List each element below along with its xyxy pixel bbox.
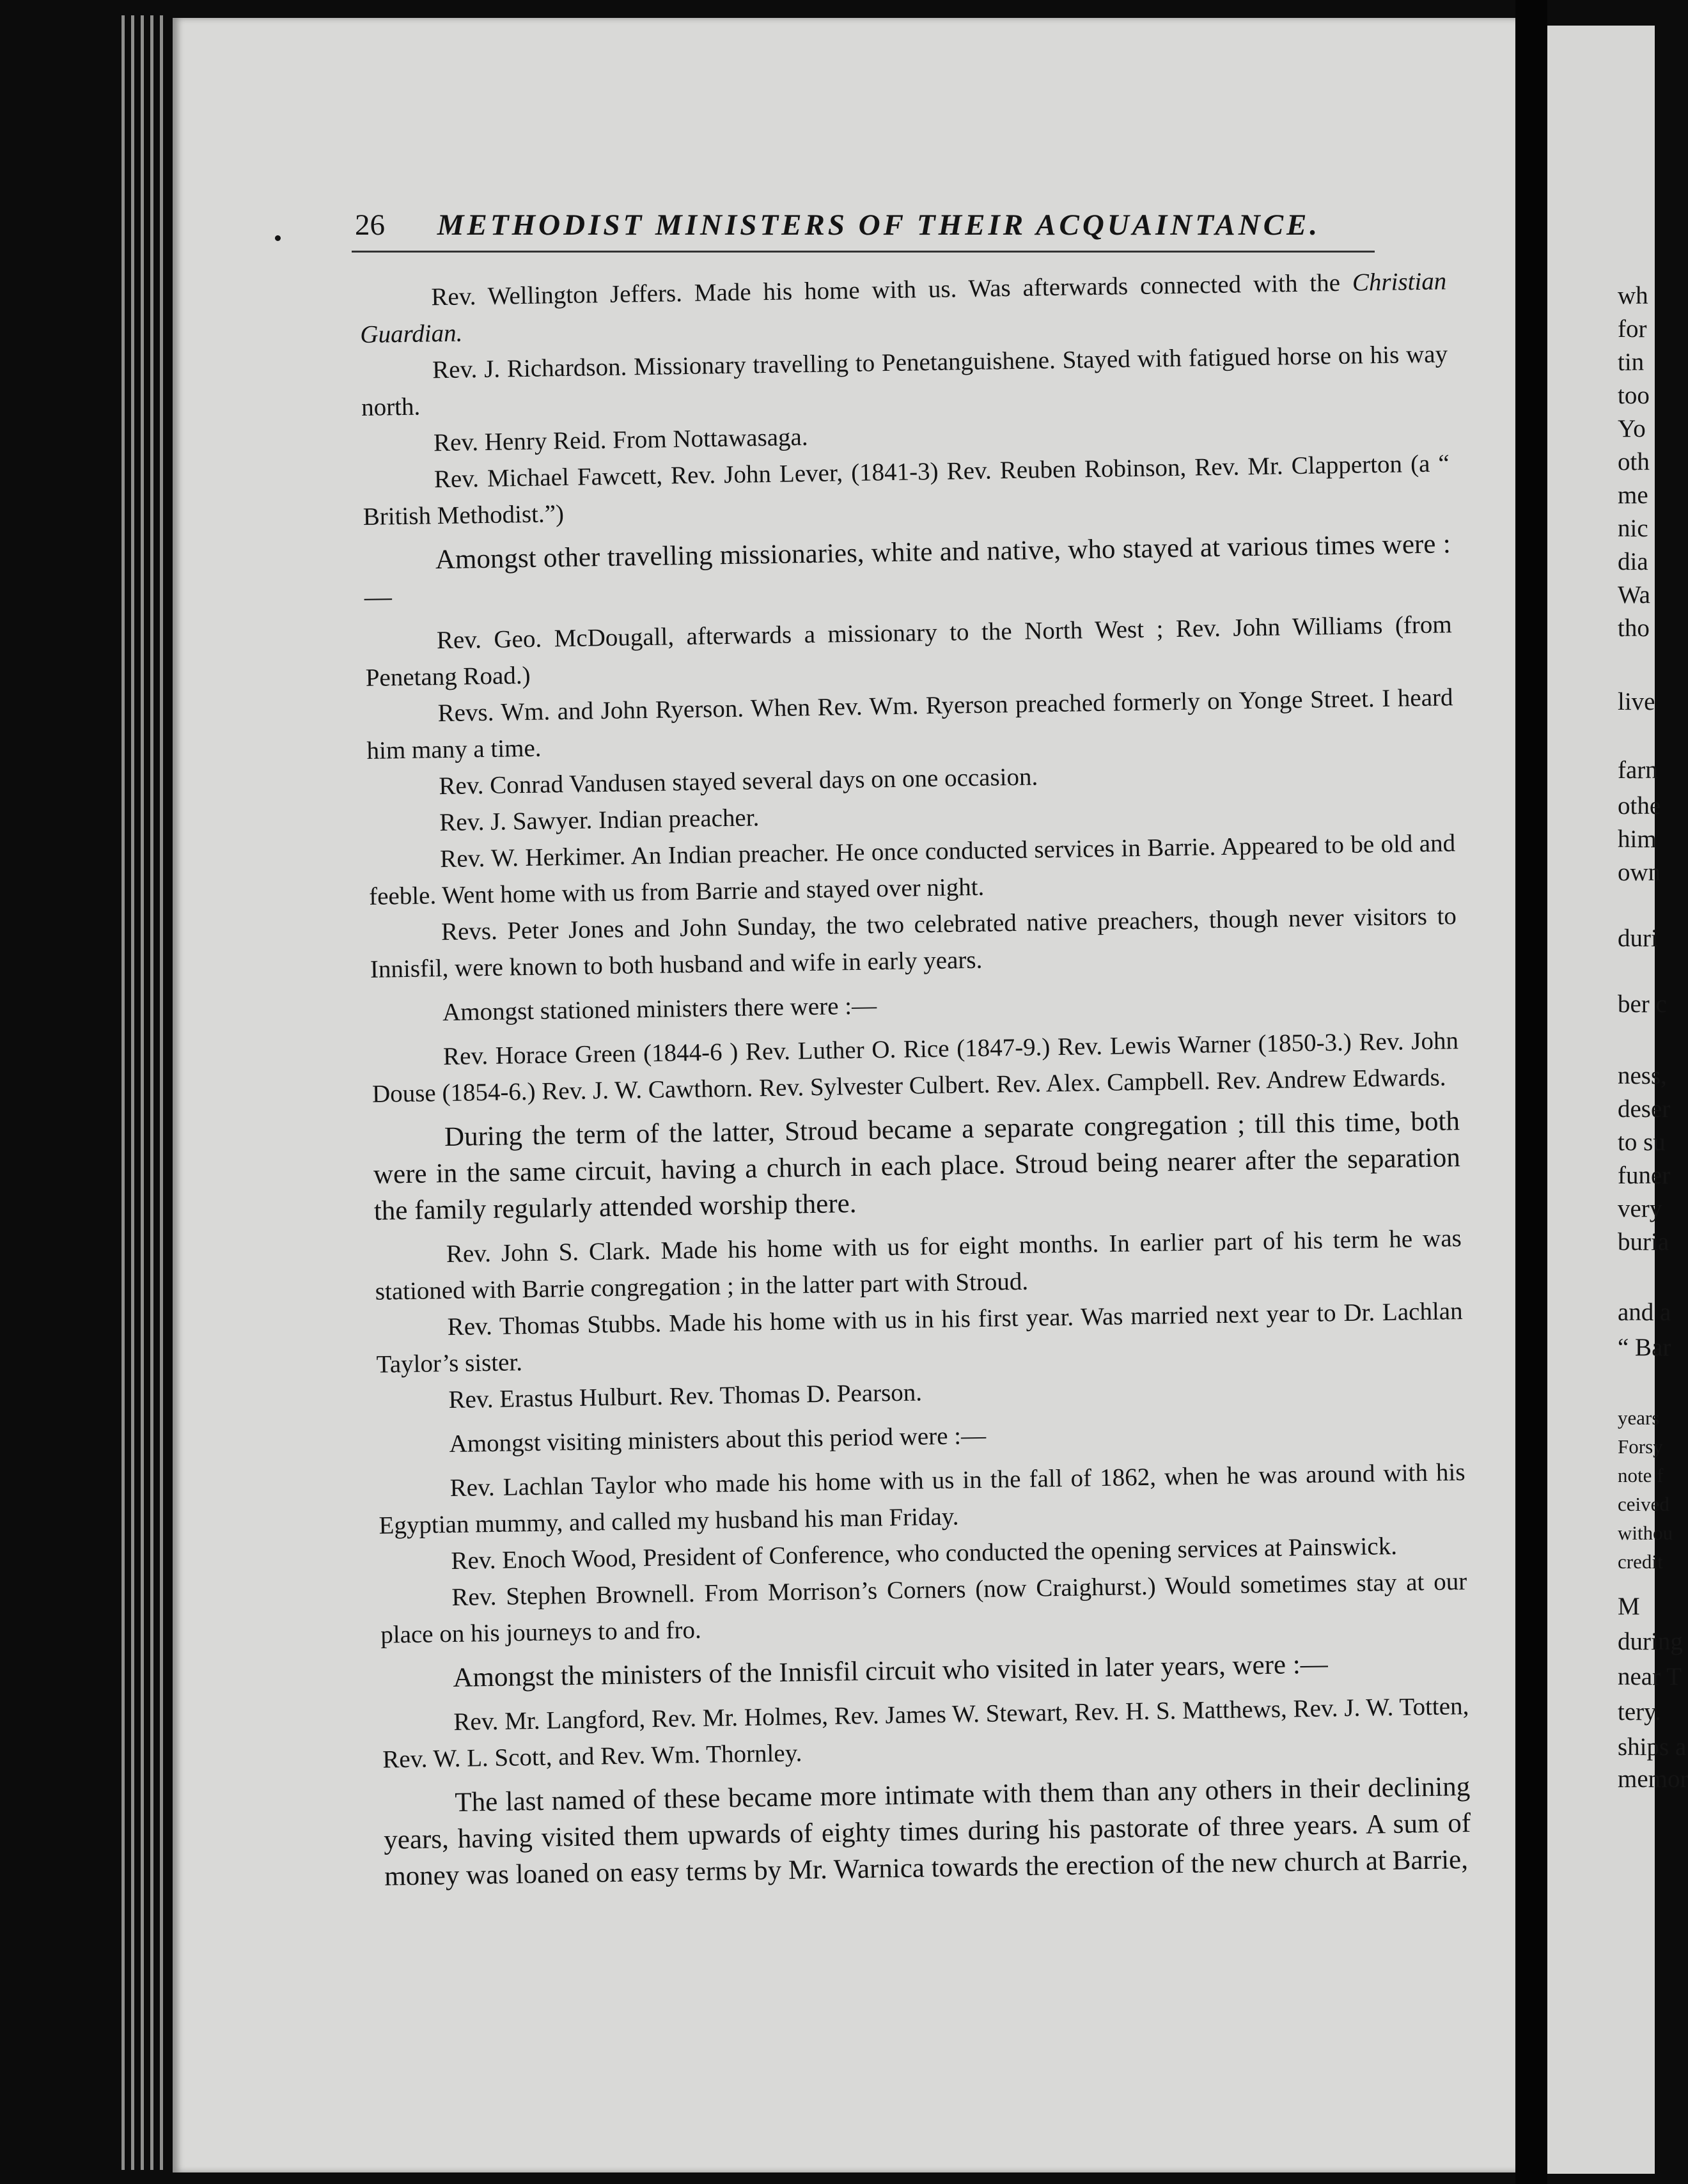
paragraph: Amongst stationed ministers there were :— bbox=[442, 992, 877, 1027]
facing-fragment: withou bbox=[1618, 1522, 1673, 1544]
facing-fragment: deser bbox=[1618, 1095, 1671, 1123]
page-edge bbox=[150, 15, 153, 2170]
facing-fragment: oth bbox=[1618, 448, 1650, 476]
facing-fragment: to su bbox=[1618, 1128, 1666, 1156]
facing-fragment: tho bbox=[1618, 614, 1650, 642]
facing-fragment: own bbox=[1618, 859, 1661, 886]
paragraph: The last named of these became more intimate with them than any others in their declining years, having visited them upwards of eighty times during his pastorate of three years. A sum of money was loaned on easy terms by Mr. Warnica towards the erection of the new church at Barrie, bbox=[383, 1772, 1471, 1892]
facing-fragment: very bbox=[1618, 1195, 1662, 1222]
facing-fragment: ness, bbox=[1618, 1062, 1667, 1089]
facing-fragment: buria bbox=[1618, 1228, 1669, 1256]
paragraph: Rev. Horace Green (1844-6 ) Rev. Luther O. Rice (1847-9.) Rev. Lewis Warner (1850-3.) Rev. John Douse (1854-6.) Rev. J. W. Cawthorn. Rev. Sylvester Culbert. Rev. Alex. Campbell. Rev. Andrew Edwards. bbox=[371, 1027, 1459, 1108]
facing-fragment: dia bbox=[1618, 548, 1648, 575]
paragraph: Amongst other travelling missionaries, white and native, who stayed at various times were :— bbox=[364, 529, 1451, 612]
facing-fragment: Wa bbox=[1618, 581, 1650, 609]
facing-fragment: note f bbox=[1618, 1464, 1664, 1486]
facing-fragment: near T bbox=[1618, 1663, 1682, 1690]
paragraph: Rev. Henry Reid. From Nottawasaga. bbox=[433, 423, 808, 457]
paragraph: Rev. John S. Clark. Made his home with us for eight months. In earlier part of his term he was stationed with Barrie congregation ; in the latter part with Stroud. bbox=[375, 1224, 1462, 1306]
facing-fragment: for bbox=[1618, 315, 1647, 343]
paragraph: During the term of the latter, Stroud became a separate congregation ; till this time, both were in the same circuit, having a church in each place. Stroud being nearer after the separation the family regularly attended worship there. bbox=[373, 1106, 1461, 1226]
page-edge bbox=[160, 15, 163, 2170]
facing-fragment: too bbox=[1618, 382, 1650, 409]
facing-fragment: wh bbox=[1618, 282, 1648, 309]
paragraph: Rev. J. Sawyer. Indian preacher. bbox=[439, 804, 760, 837]
facing-fragment: nic bbox=[1618, 515, 1648, 542]
facing-fragment: during bbox=[1618, 1628, 1683, 1655]
paragraph: Rev. Michael Fawcett, Rev. John Lever, (1841-3) Rev. Reuben Robinson, Rev. Mr. Clapperton (a “ British Methodist.”) bbox=[363, 449, 1450, 531]
page-edge bbox=[131, 15, 134, 2170]
facing-fragment: farn bbox=[1618, 756, 1658, 784]
paragraph: Rev. J. Richardson. Missionary travelling to Penetanguishene. Stayed with fatigued horse on his way north. bbox=[361, 340, 1448, 421]
paragraph: Revs. Peter Jones and John Sunday, the two celebrated native preachers, though never visitors to Innisfil, were known to both husband and wife in early years. bbox=[370, 902, 1457, 983]
body-text bbox=[359, 263, 1471, 1894]
facing-fragment: memor bbox=[1618, 1765, 1688, 1793]
facing-fragment: years bbox=[1618, 1407, 1660, 1429]
page-edge bbox=[121, 15, 125, 2170]
facing-fragment: me bbox=[1618, 481, 1648, 509]
page-edge bbox=[141, 15, 144, 2170]
paragraph: Rev. Wellington Jeffers. Made his home with us. Was afterwards connected with the Christian Guardian. bbox=[360, 267, 1447, 348]
facing-fragment: him bbox=[1618, 825, 1657, 853]
facing-fragment: Yo bbox=[1618, 415, 1646, 442]
facing-fragment: funer bbox=[1618, 1162, 1671, 1189]
paragraph: Rev. Lachlan Taylor who made his home with us in the fall of 1862, when he was around with his Egyptian mummy, and called my husband his man Friday. bbox=[379, 1458, 1465, 1540]
paragraph: Rev. Erastus Hulburt. Rev. Thomas D. Pearson. bbox=[448, 1378, 923, 1414]
paragraph: Rev. Thomas Stubbs. Made his home with us in his first year. Was married next year to Dr. Lachlan Taylor’s sister. bbox=[376, 1297, 1463, 1378]
paragraph: Rev. Conrad Vandusen stayed several days on one occasion. bbox=[439, 763, 1038, 800]
running-head bbox=[355, 208, 1378, 242]
facing-fragment: M bbox=[1618, 1593, 1640, 1620]
facing-fragment: ships a bbox=[1618, 1733, 1687, 1761]
ink-dot bbox=[275, 235, 281, 241]
facing-fragment: and a bbox=[1618, 1299, 1671, 1326]
paragraph: Rev. Enoch Wood, President of Conference, who conducted the opening services at Painswick. bbox=[451, 1532, 1398, 1575]
facing-fragment: duri bbox=[1618, 924, 1658, 952]
facing-fragment: tin bbox=[1618, 348, 1645, 376]
page-number: 26 bbox=[355, 208, 385, 242]
facing-fragment: ber c bbox=[1618, 990, 1667, 1018]
facing-fragment: ceived bbox=[1618, 1493, 1669, 1515]
facing-fragment: live bbox=[1618, 688, 1655, 715]
header-rule bbox=[352, 251, 1375, 253]
paragraph: Amongst visiting ministers about this period were :— bbox=[449, 1421, 987, 1458]
facing-fragment: Forsy bbox=[1618, 1435, 1663, 1458]
paragraph: Revs. Wm. and John Ryerson. When Rev. Wm. Ryerson preached formerly on Yonge Street. I heard him many a time. bbox=[366, 683, 1453, 765]
paragraph: Rev. Geo. McDougall, afterwards a missionary to the North West ; Rev. John Williams (from Penetang Road.) bbox=[365, 611, 1453, 692]
book-gutter bbox=[1515, 0, 1547, 2184]
facing-fragment: credit bbox=[1618, 1550, 1663, 1573]
paragraph: Rev. W. Herkimer. An Indian preacher. He once conducted services in Barrie. Appeared to be old and feeble. Went home with us from Barrie and stayed over night. bbox=[368, 829, 1456, 910]
paragraph: Rev. Stephen Brownell. From Morrison’s Corners (now Craighurst.) Would sometimes stay at our place on his journeys to and fro. bbox=[380, 1568, 1467, 1649]
running-title: METHODIST MINISTERS OF THEIR ACQUAINTANCE. bbox=[437, 208, 1321, 242]
paragraph: Amongst the ministers of the Innisfil circuit who visited in later years, were :— bbox=[452, 1649, 1329, 1693]
facing-fragment: tery. bbox=[1618, 1698, 1661, 1726]
facing-fragment: “ Bar bbox=[1618, 1334, 1671, 1361]
facing-fragment: othe bbox=[1618, 792, 1661, 820]
paragraph: Rev. Mr. Langford, Rev. Mr. Holmes, Rev. James W. Stewart, Rev. H. S. Matthews, Rev. J. W. Totten, Rev. W. L. Scott, and Rev. Wm. Thornley. bbox=[382, 1692, 1469, 1774]
